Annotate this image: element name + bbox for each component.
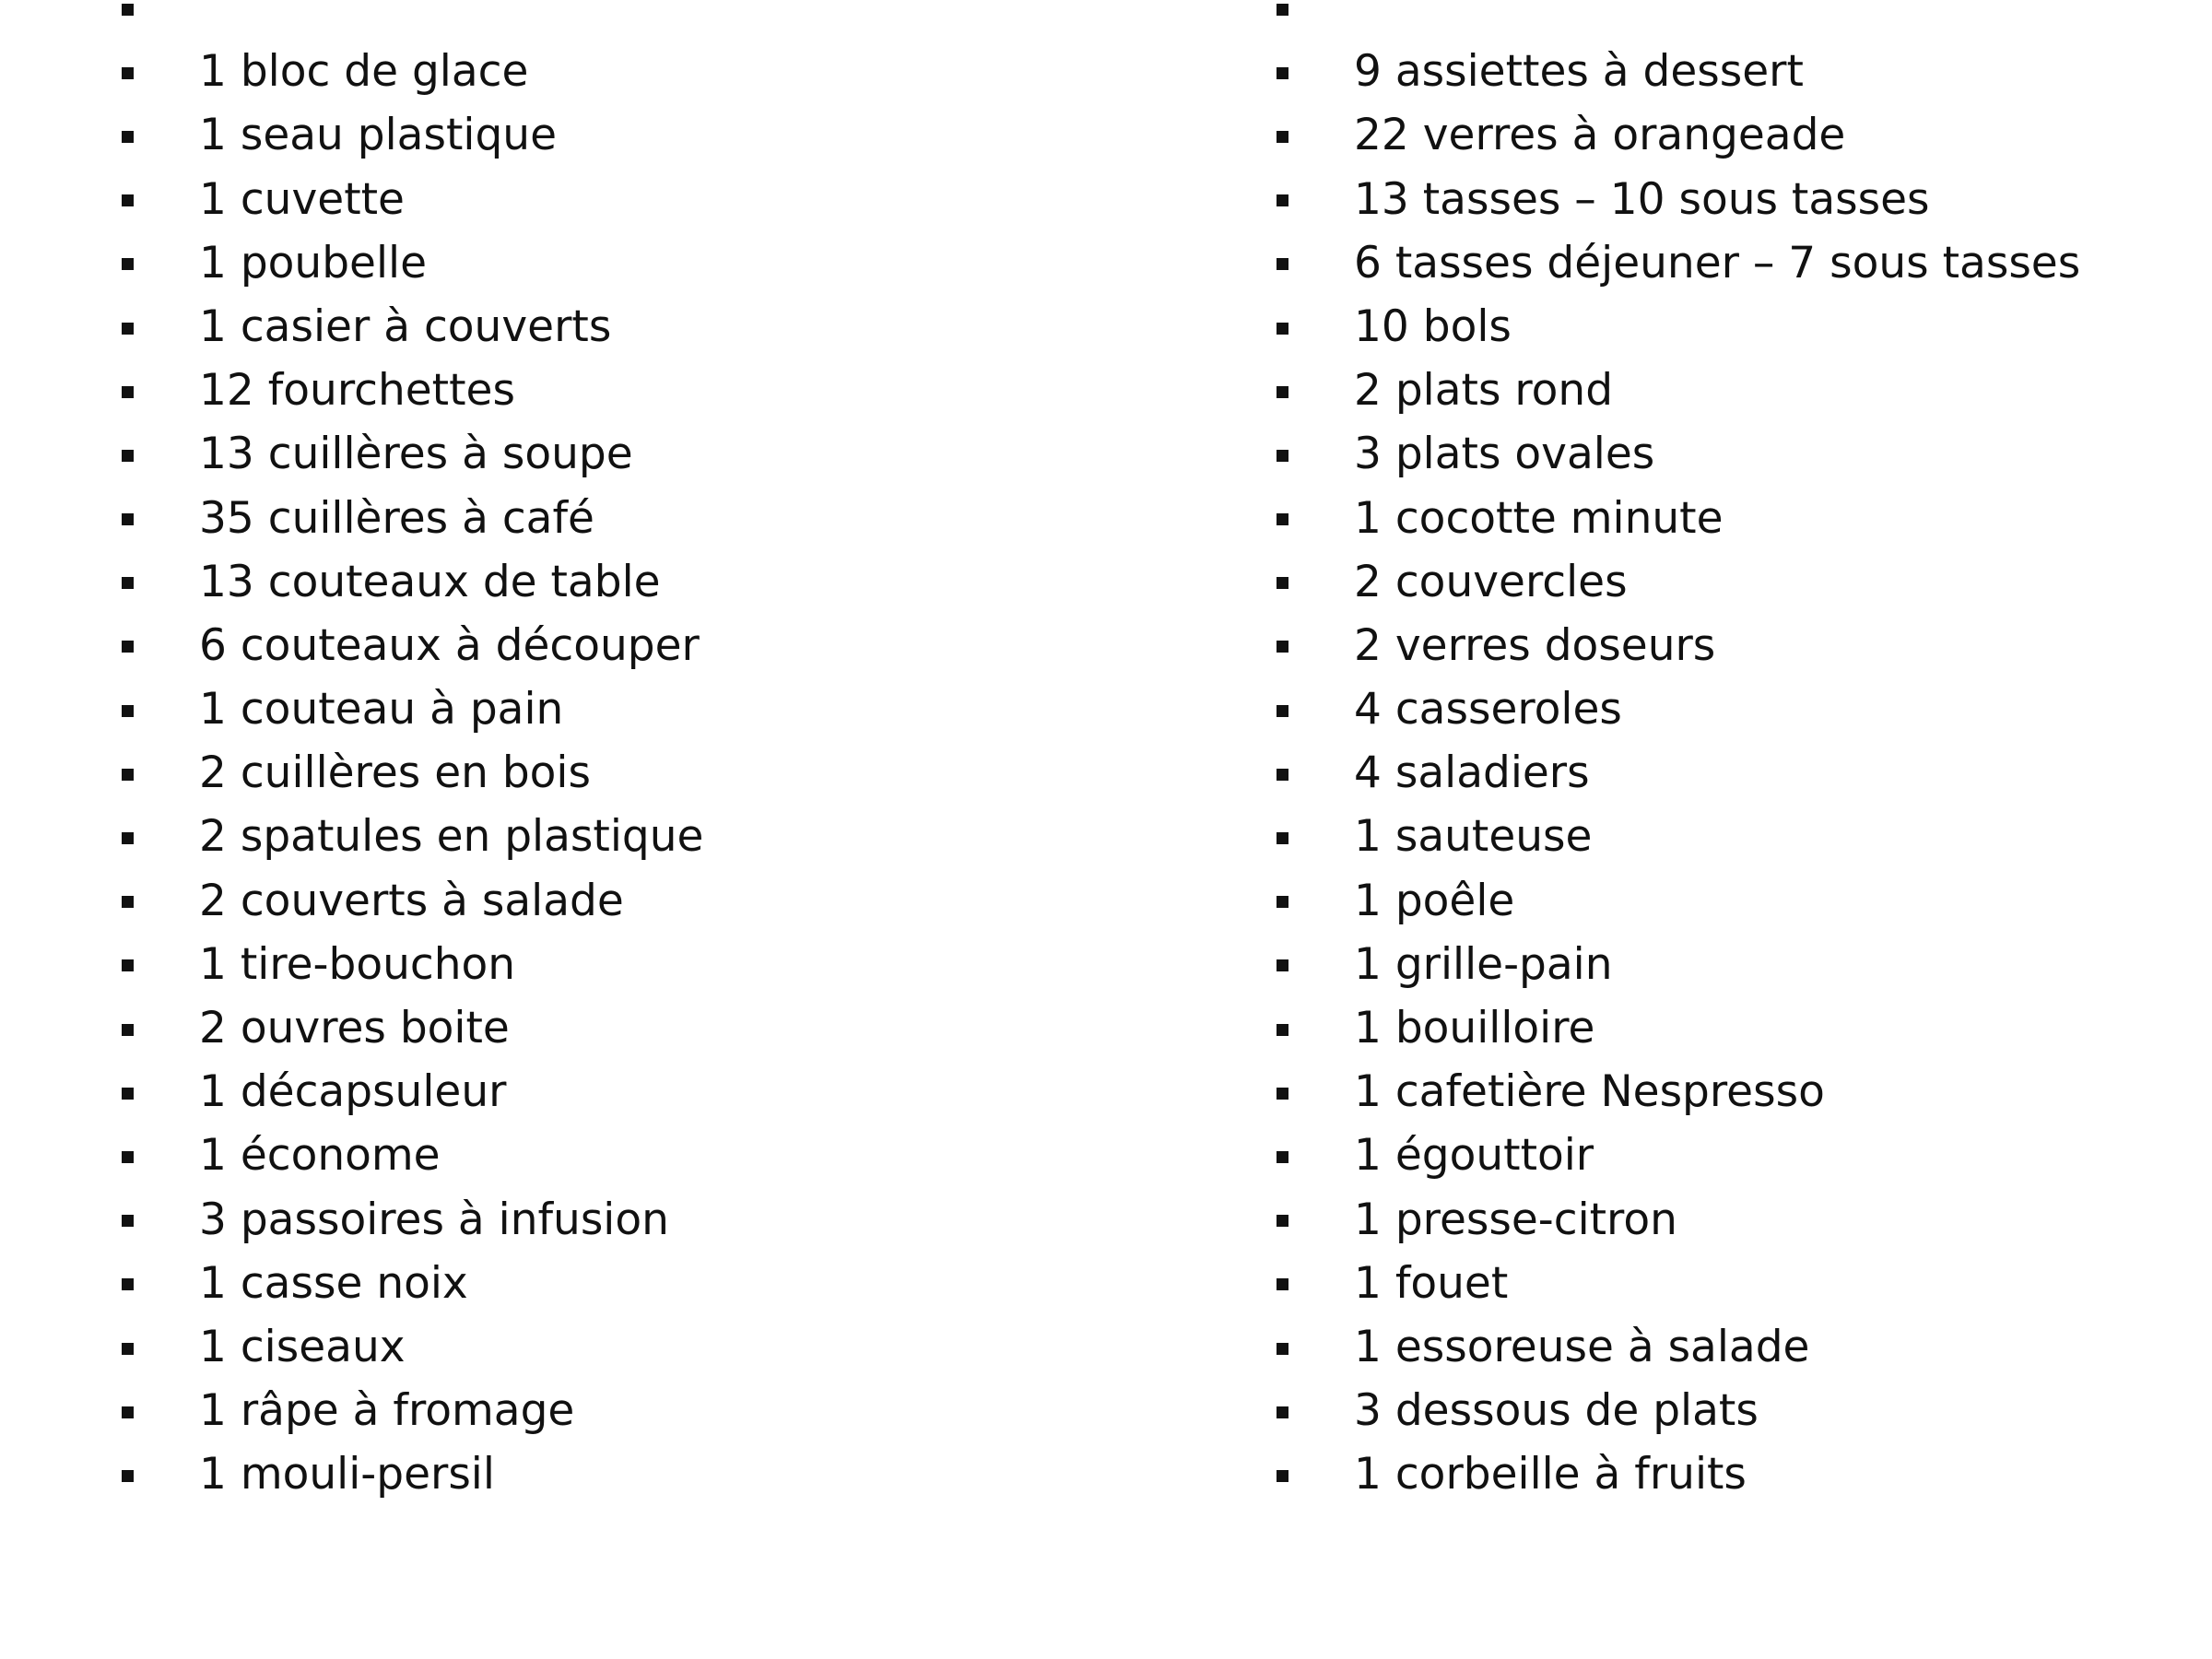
square-bullet-icon: [1277, 832, 1288, 844]
square-bullet-icon: [1277, 450, 1288, 462]
square-bullet-icon: [1277, 258, 1288, 270]
item-text: 3 plats ovales: [1354, 429, 1655, 480]
square-bullet-icon: [122, 577, 134, 589]
square-bullet-icon: [1277, 1151, 1288, 1163]
list-item: [1277, 1315, 2198, 1379]
square-bullet-icon: [122, 450, 134, 462]
item-text: 1 casse noix: [199, 1257, 468, 1309]
item-text: 1 poubelle: [199, 237, 428, 288]
list-item: [1277, 869, 2198, 933]
item-text: 1 bloc de glace: [199, 46, 529, 98]
list-item: [122, 1252, 1135, 1315]
square-bullet-icon: [1277, 1088, 1288, 1100]
list-item: [122, 168, 1135, 231]
item-text: 10 bols: [1354, 300, 1512, 352]
item-text: 2 spatules en plastique: [199, 811, 704, 863]
square-bullet-icon: [122, 832, 134, 844]
list-item: [1277, 40, 2198, 103]
list-item: [122, 231, 1135, 295]
square-bullet-icon: [122, 194, 134, 206]
list-item: [122, 1379, 1135, 1442]
square-bullet-icon: [122, 4, 134, 16]
square-bullet-icon: [122, 1215, 134, 1227]
list-item: [1277, 487, 2198, 550]
list-item: [1277, 1379, 2198, 1442]
inventory-list-right: [1277, 0, 2198, 1507]
list-item: [1277, 677, 2198, 741]
list-item: [1277, 614, 2198, 677]
item-text: 12 fourchettes: [199, 365, 515, 417]
list-item: [1277, 1124, 2198, 1187]
item-text: 1 casier à couverts: [199, 300, 612, 352]
item-text: 1 couteau à pain: [199, 684, 564, 735]
item-text: 3 dessous de plats: [1354, 1385, 1759, 1437]
square-bullet-icon: [1277, 577, 1288, 589]
square-bullet-icon: [1277, 1343, 1288, 1355]
item-text: 1 cafetière Nespresso: [1354, 1066, 1825, 1118]
square-bullet-icon: [1277, 769, 1288, 781]
item-text: 1 poêle: [1354, 875, 1515, 926]
list-item: [1277, 103, 2198, 167]
square-bullet-icon: [122, 1088, 134, 1100]
list-item: [122, 550, 1135, 614]
list-item: [1277, 1188, 2198, 1252]
list-item: [122, 40, 1135, 103]
square-bullet-icon: [122, 323, 134, 335]
square-bullet-icon: [122, 896, 134, 908]
square-bullet-icon: [122, 641, 134, 653]
square-bullet-icon: [1277, 4, 1288, 16]
item-text: 1 seau plastique: [199, 110, 557, 161]
list-item: [122, 295, 1135, 359]
square-bullet-icon: [1277, 194, 1288, 206]
square-bullet-icon: [122, 1151, 134, 1163]
item-text: 9 assiettes à dessert: [1354, 46, 1804, 98]
item-text: 6 couteaux à découper: [199, 619, 700, 671]
item-text: 6 tasses déjeuner – 7 sous tasses: [1354, 237, 2081, 288]
item-text: 2 plats rond: [1354, 365, 1614, 417]
list-item: [122, 741, 1135, 805]
item-text: 13 cuillères à soupe: [199, 429, 633, 480]
square-bullet-icon: [1277, 513, 1288, 525]
list-item: [1277, 550, 2198, 614]
list-item: [122, 103, 1135, 167]
square-bullet-icon: [122, 1024, 134, 1036]
square-bullet-icon: [122, 513, 134, 525]
item-text: 1 économe: [199, 1130, 441, 1182]
list-item: [122, 359, 1135, 422]
item-text: 1 décapsuleur: [199, 1066, 507, 1118]
list-item: [1277, 805, 2198, 868]
list-item: [1277, 359, 2198, 422]
item-text: 1 râpe à fromage: [199, 1385, 575, 1437]
item-text: 1 essoreuse à salade: [1354, 1321, 1810, 1372]
list-item: [122, 487, 1135, 550]
list-item: [122, 1188, 1135, 1252]
item-text: 3 passoires à infusion: [199, 1194, 669, 1245]
square-bullet-icon: [1277, 959, 1288, 971]
square-bullet-icon: [1277, 641, 1288, 653]
square-bullet-icon: [1277, 1406, 1288, 1418]
square-bullet-icon: [122, 959, 134, 971]
item-text: 1 mouli-persil: [199, 1449, 495, 1500]
list-item: [122, 996, 1135, 1060]
list-item: [1277, 741, 2198, 805]
item-text: 1 bouilloire: [1354, 1003, 1595, 1053]
item-text: 1 égouttoir: [1354, 1130, 1594, 1182]
inventory-list-left: [122, 0, 1135, 1507]
list-item: [1277, 295, 2198, 359]
item-text: 13 tasses – 10 sous tasses: [1354, 173, 1930, 225]
list-item: [1277, 422, 2198, 486]
list-item: [122, 933, 1135, 996]
square-bullet-icon: [1277, 131, 1288, 143]
list-item: [1277, 168, 2198, 231]
list-item: [122, 0, 1135, 40]
square-bullet-icon: [1277, 1215, 1288, 1227]
list-item: [122, 422, 1135, 486]
item-text: 2 cuillères en bois: [199, 747, 591, 799]
item-text: 1 cocotte minute: [1354, 492, 1724, 544]
square-bullet-icon: [122, 258, 134, 270]
list-item: [1277, 231, 2198, 295]
square-bullet-icon: [122, 705, 134, 717]
item-text: 1 sauteuse: [1354, 811, 1593, 863]
list-item: [122, 805, 1135, 868]
square-bullet-icon: [1277, 896, 1288, 908]
item-text: 2 couvercles: [1354, 556, 1628, 607]
square-bullet-icon: [1277, 323, 1288, 335]
item-text: 4 casseroles: [1354, 684, 1622, 735]
square-bullet-icon: [122, 131, 134, 143]
item-text: 1 ciseaux: [199, 1321, 406, 1372]
item-text: 22 verres à orangeade: [1354, 110, 1846, 161]
item-text: 4 saladiers: [1354, 747, 1590, 799]
square-bullet-icon: [122, 1278, 134, 1290]
square-bullet-icon: [122, 386, 134, 398]
item-text: 1 grille-pain: [1354, 938, 1613, 990]
square-bullet-icon: [1277, 1278, 1288, 1290]
list-item: [122, 614, 1135, 677]
item-text: 13 couteaux de table: [199, 556, 661, 607]
square-bullet-icon: [1277, 67, 1288, 79]
item-text: 1 corbeille à fruits: [1354, 1449, 1747, 1500]
square-bullet-icon: [1277, 386, 1288, 398]
list-item: [122, 1060, 1135, 1124]
item-text: 2 ouvres boite: [199, 1003, 510, 1053]
list-item: [122, 1315, 1135, 1379]
list-item: [1277, 1060, 2198, 1124]
square-bullet-icon: [1277, 1024, 1288, 1036]
item-text: 35 cuillères à café: [199, 492, 594, 544]
item-text: 1 fouet: [1354, 1257, 1509, 1309]
square-bullet-icon: [122, 67, 134, 79]
square-bullet-icon: [122, 1343, 134, 1355]
list-item: [1277, 933, 2198, 996]
square-bullet-icon: [1277, 705, 1288, 717]
square-bullet-icon: [1277, 1470, 1288, 1482]
list-item: [122, 1124, 1135, 1187]
item-text: 1 cuvette: [199, 173, 405, 225]
list-item: [1277, 1442, 2198, 1506]
item-text: 1 tire-bouchon: [199, 938, 516, 990]
item-text: 2 couverts à salade: [199, 875, 624, 926]
square-bullet-icon: [122, 1406, 134, 1418]
list-item: [122, 869, 1135, 933]
list-item: [1277, 996, 2198, 1060]
item-text: 2 verres doseurs: [1354, 619, 1716, 671]
square-bullet-icon: [122, 769, 134, 781]
item-text: 1 presse-citron: [1354, 1194, 1677, 1245]
square-bullet-icon: [122, 1470, 134, 1482]
list-item: [122, 677, 1135, 741]
list-item: [1277, 0, 2198, 40]
list-item: [122, 1442, 1135, 1506]
list-item: [1277, 1252, 2198, 1315]
